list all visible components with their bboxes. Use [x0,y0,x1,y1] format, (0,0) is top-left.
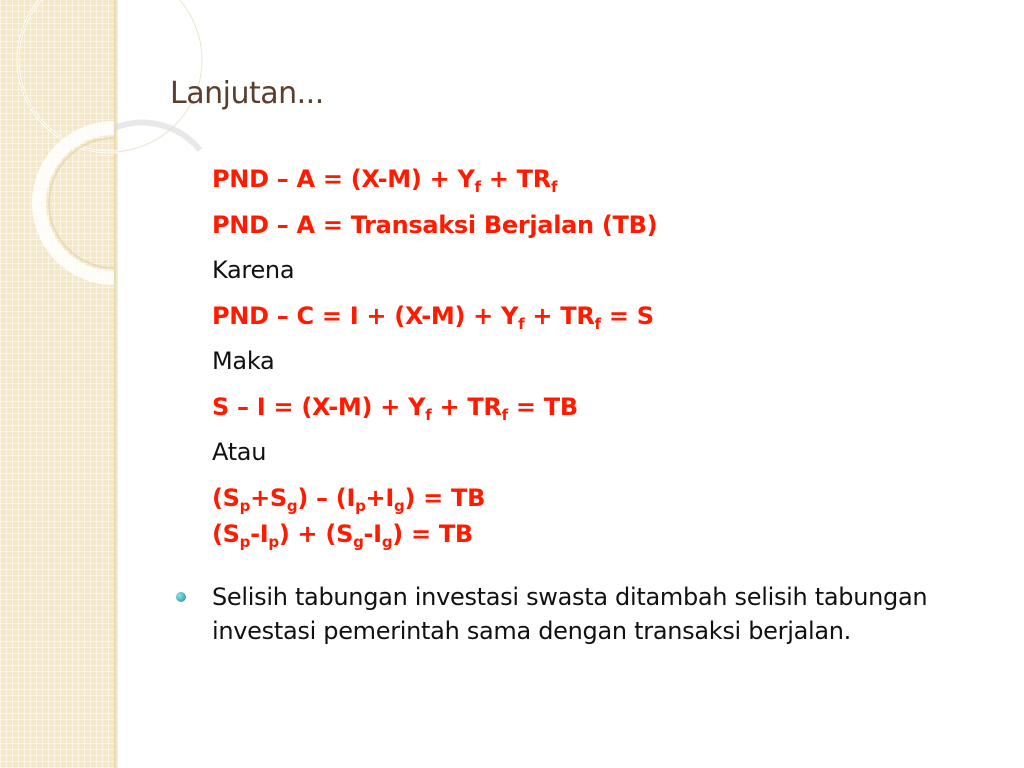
equation-text: (S [212,483,240,512]
equation-text: PND – A = (X-M) + Y [212,165,475,193]
equation-text: (S [212,519,240,548]
subscript: p [268,532,279,551]
equation-line [212,392,992,422]
subscript: p [239,532,251,551]
subscript: f [550,178,558,196]
subscript: f [594,314,601,333]
bullet-text: Selisih tabungan investasi swasta ditambah selisih tabungan investasi pemerintah sama dengan transaksi berjalan. [212,583,928,645]
equation-text: +I [365,483,394,512]
equation-text: ) = TB [392,519,473,548]
text-line [212,437,992,467]
equation-line [212,164,992,194]
equation-text: + TR [431,392,502,421]
subscript: f [501,405,508,424]
equation-text: + TR [524,301,595,330]
subscript: g [394,496,405,515]
equation-line [212,519,992,549]
slide-title: Lanjutan... [170,76,324,111]
subscript: f [474,178,481,196]
subscript: f [518,314,525,333]
equation-text: = S [600,301,654,330]
subscript: f [425,405,432,424]
equation-text: Atau [212,438,267,466]
equation-text: S – I = (X-M) + Y [212,392,426,421]
equation-text: ) + (S [278,519,354,548]
text-line [212,255,992,285]
equation-list [212,164,992,564]
equation-text: -I [363,519,382,548]
subscript: g [353,532,364,551]
text-line [212,346,992,376]
subscript: g [286,496,298,515]
equation-text: PND – A = Transaksi Berjalan (TB) [212,210,658,239]
equation-line [212,301,992,331]
equation-text: ) = TB [404,483,486,512]
equation-text: ) – (I [297,483,356,512]
subscript: p [239,496,251,515]
equation-line [212,210,992,240]
equation-text: PND – C = I + (X-M) + Y [212,301,519,330]
equation-text: = TB [507,392,578,421]
equation-text: Karena [212,256,295,284]
equation-text: Maka [212,347,275,375]
equation-text: + TR [480,165,551,193]
subscript: g [381,532,393,551]
equation-line [212,483,992,513]
bullet-dot-icon [176,592,186,602]
equation-text: -I [250,519,269,548]
subscript: p [355,496,366,515]
equation-text: +S [250,483,287,512]
